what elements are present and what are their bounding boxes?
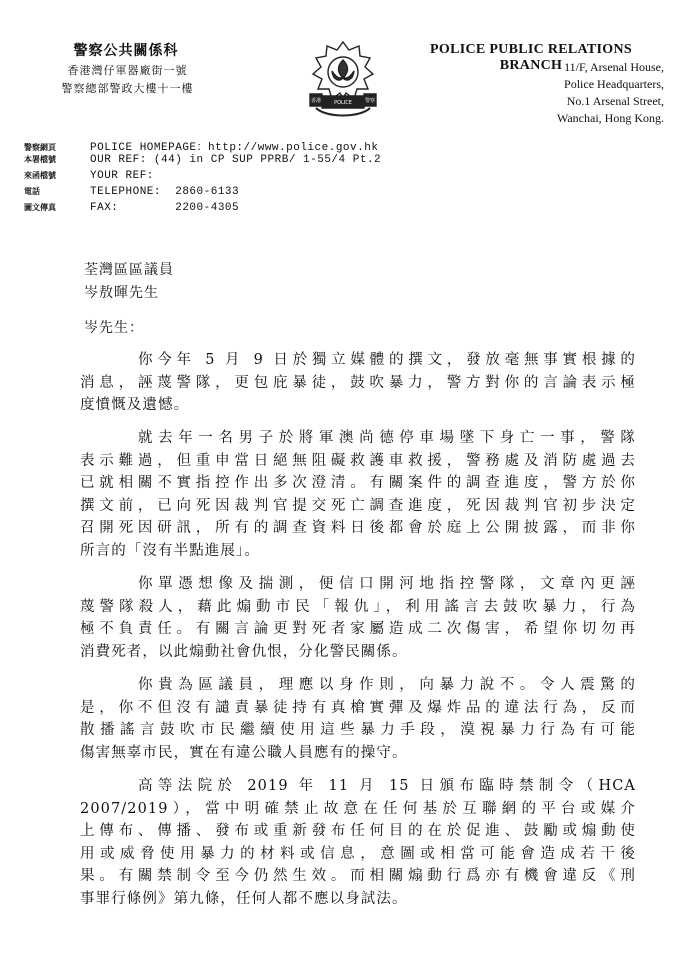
en-address-line: Wanchai, Hong Kong.: [556, 111, 664, 125]
paragraph-line: 已就相關不實指控作出多次澄清。有關案件的調查進度，警方於你: [80, 475, 636, 491]
paragraph-line: 消息，誣蔑警隊，更包庇暴徒，鼓吹暴力，警方對你的言論表示極: [80, 374, 636, 391]
paragraph-line: 表示難過，但重申當日絕無阻礙救護車救援，警務處及消防處過去: [80, 452, 636, 469]
meta-label: 圖文傳真: [24, 202, 56, 212]
meta-value: YOUR REF:: [90, 170, 154, 182]
meta-label: 來函檔號: [24, 170, 56, 180]
paragraph-line: 所言的「沒有半點進展」。: [80, 542, 260, 559]
paragraph-line: 蔑警隊殺人，藉此煽動市民「報仇」，利用謠言去鼓吹暴力，行為: [80, 598, 636, 615]
recipient-name: 岑敖暉先生: [84, 285, 159, 301]
body-paragraph-5: [80, 775, 636, 910]
zh-org-name: 警察公共關係科: [73, 43, 179, 59]
meta-fax: [24, 202, 239, 214]
paragraph-line: 就去年一名男子於將軍澳尚德停車場墜下身亡一事，警隊: [138, 430, 636, 446]
paragraph-line: 撰文前，已向死因裁判官提交死亡調查進度，死因裁判官初步決定: [80, 497, 636, 514]
paragraph-line: 用或威脅使用暴力的材料或信息，意圖或相當可能會造成若干後: [80, 845, 636, 862]
meta-our-ref: [24, 154, 381, 166]
paragraph-line: 2007/2019），當中明確禁止故意在任何基於互聯網的平台或媒介: [80, 800, 636, 817]
paragraph-line: 消費死者，以此煽動社會仇恨，分化警民關係。: [80, 643, 408, 660]
en-org-name: POLICE PUBLIC RELATIONS BRANCH: [430, 42, 632, 73]
body-paragraph-3: [80, 573, 636, 663]
paragraph-line: 上傳布、傳播、發布或重新發布任何目的在於促進、鼓勵或煽動使: [80, 823, 636, 839]
en-address-line: Police Headquarters,: [564, 77, 664, 91]
salutation: 岑先生：: [84, 320, 144, 336]
paragraph-line: 你單憑想像及揣測，便信口開河地指控警隊，文章內更誣: [138, 576, 636, 592]
zh-address-line: 警察總部警政大樓十一樓: [61, 82, 194, 95]
zh-address-line: 香港灣仔軍器廠街一號: [67, 64, 188, 77]
paragraph-line: 果。有關禁制令至今仍然生效。而相關煽動行爲亦有機會違反《刑: [80, 868, 636, 884]
paragraph-line: 是，你不但沒有譴責暴徒持有真槍實彈及爆炸品的違法行為，反而: [80, 699, 636, 716]
en-address-line: 11/F, Arsenal House,: [564, 60, 664, 74]
svg-text:香港: 香港: [310, 98, 322, 104]
meta-value: OUR REF: (44) in CP SUP PPRB/ 1-55/4 Pt.2: [90, 154, 382, 166]
recipient-title: 荃灣區區議員: [84, 262, 174, 278]
body-paragraph-1: [80, 349, 636, 417]
body-paragraph-2: [80, 427, 636, 562]
paragraph-line: 事罪行條例》第九條，任何人都不應以身試法。: [80, 890, 408, 907]
meta-your-ref: [24, 170, 154, 182]
paragraph-line: 極不負責任。有關言論更對死者家屬造成二次傷害，希望你切勿再: [80, 621, 636, 637]
meta-label: 電話: [24, 186, 40, 196]
paragraph-line: 召開死因研訊，所有的調查資料日後都會於庭上公開披露，而非你: [80, 520, 636, 536]
paragraph-line: 傷害無辜市民，實在有違公職人員應有的操守。: [80, 744, 408, 761]
svg-text:POLICE: POLICE: [334, 100, 352, 106]
paragraph-line: 散播謠言鼓吹市民繼續使用這些暴力手段，漠視暴力行為有可能: [80, 722, 636, 738]
meta-value: TELEPHONE: 2860-6133: [90, 186, 240, 198]
body-paragraph-4: [80, 674, 636, 764]
meta-label: 警察網頁: [24, 142, 56, 152]
paragraph-line: 度憤慨及遺憾。: [80, 397, 190, 413]
meta-label: 本署檔號: [24, 154, 56, 164]
paragraph-line: 你貴為區議員，理應以身作則，向暴力說不。令人震驚的: [138, 677, 636, 693]
meta-homepage: [24, 138, 378, 154]
meta-telephone: [24, 186, 239, 198]
paragraph-line: 你今年 5 月 9 日於獨立媒體的撰文，發放毫無事實根據的: [138, 352, 636, 368]
meta-value: FAX: 2200-4305: [90, 202, 240, 214]
svg-text:警察: 警察: [364, 98, 376, 104]
meta-value: POLICE HOMEPAGE：http://www.police.gov.hk: [90, 142, 379, 154]
en-address-line: No.1 Arsenal Street,: [566, 94, 664, 108]
paragraph-line: 高等法院於 2019 年 11 月 15 日頒布臨時禁制令（HCA: [138, 778, 636, 794]
police-crest-icon: [302, 38, 384, 122]
